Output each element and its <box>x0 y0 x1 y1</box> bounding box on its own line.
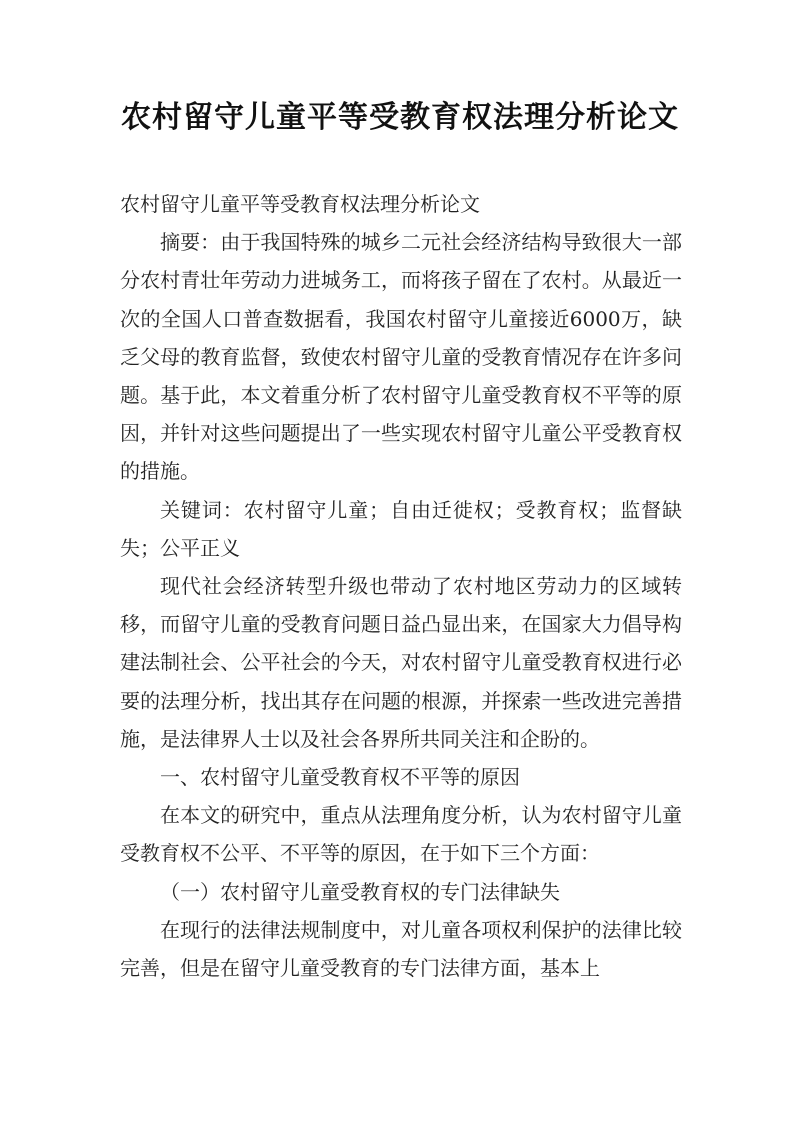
paragraph-subsection-1: 在现行的法律法规制度中，对儿童各项权利保护的法律比较完善，但是在留守儿童受教育的专门法律方面，基本上 <box>120 917 682 981</box>
section-heading-1: 一、农村留守儿童受教育权不平等的原因 <box>160 765 520 790</box>
document-title: 农村留守儿童平等受教育权法理分析论文 <box>121 100 679 135</box>
subsection-heading-1: （一）农村留守儿童受教育权的专门法律缺失 <box>160 879 560 904</box>
paragraph-abstract: 摘要：由于我国特殊的城乡二元社会经济结构导致很大一部分农村青壮年劳动力进城务工，而将孩子留在了农村。从最近一次的全国人口普查数据看，我国农村留守儿童接近6000万，缺乏父母的教育监督，致使农村留守儿童的受教育情况存在许多问题。基于此，本文着重分析了农村留守儿童受教育权不平等的原因，并针对这些问题提出了一些实现农村留守儿童公平受教育权的措施。 <box>120 230 682 484</box>
paragraph-section-1-intro: 在本文的研究中，重点从法理角度分析，认为农村留守儿童受教育权不公平、不平等的原因，在于如下三个方面： <box>120 803 682 866</box>
paragraph-introduction: 现代社会经济转型升级也带动了农村地区劳动力的区域转移，而留守儿童的受教育问题日益凸显出来，在国家大力倡导构建法制社会、公平社会的今天，对农村留守儿童受教育权进行必要的法理分析，找出其存在问题的根源，并探索一些改进完善措施，是法律界人士以及社会各界所共同关注和企盼的。 <box>120 574 682 751</box>
document-body <box>120 185 682 987</box>
paragraph-keywords: 关键词：农村留守儿童；自由迁徙权；受教育权；监督缺失；公平正义 <box>120 497 682 560</box>
paragraph-subtitle: 农村留守儿童平等受教育权法理分析论文 <box>120 192 480 216</box>
